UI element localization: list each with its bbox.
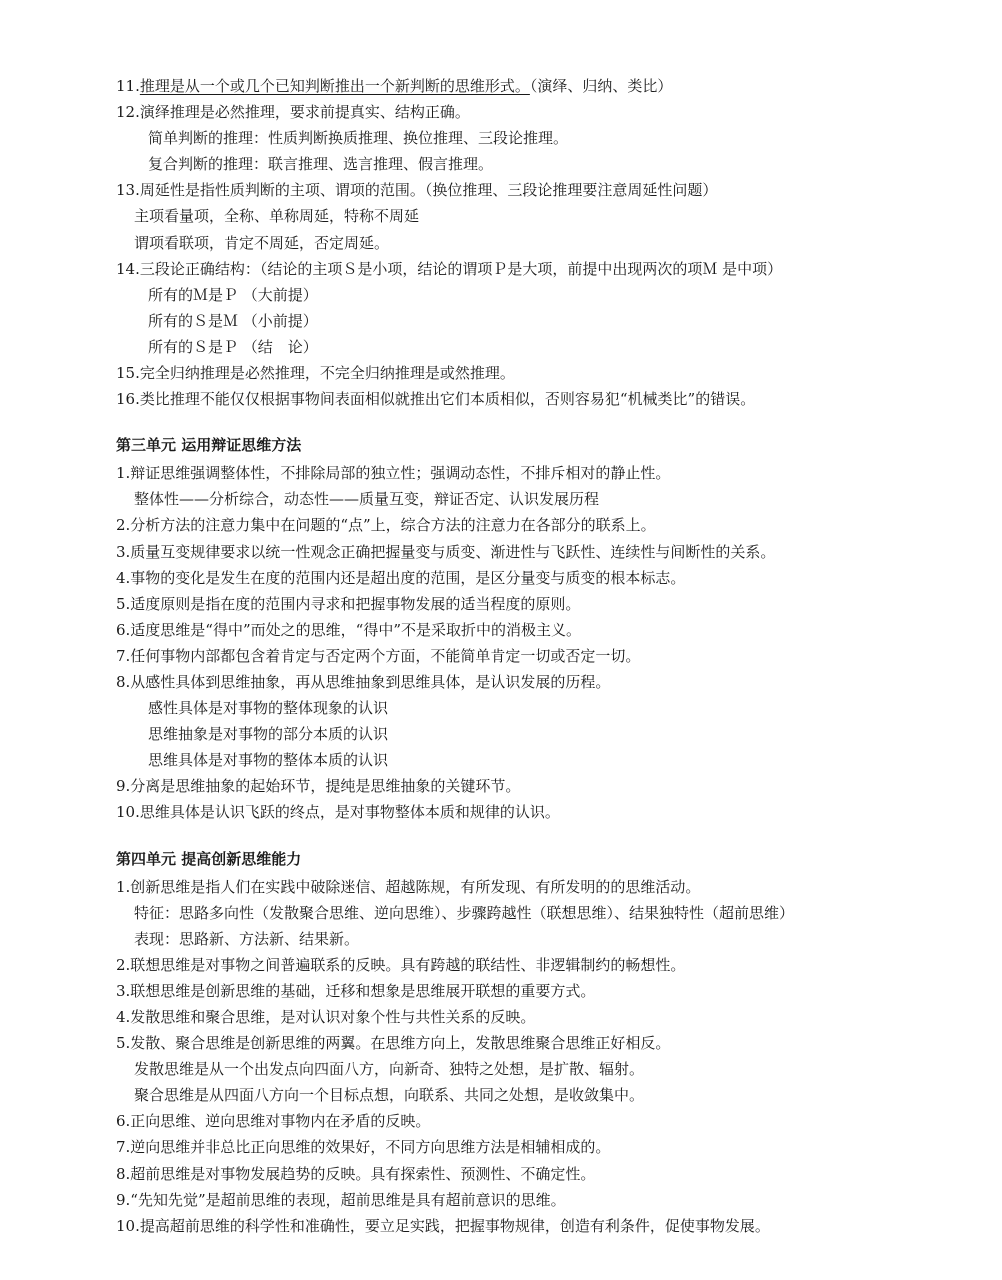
list-item: 10.思维具体是认识飞跃的终点，是对事物整体本质和规律的认识。: [116, 803, 560, 822]
section-gap: [116, 412, 988, 430]
section-4-list: [116, 874, 988, 1239]
list-item: 聚合思维是从四面八方向一个目标点想，向联系、共同之处想，是收敛集中。: [134, 1086, 645, 1105]
list-item: 7.任何事物内部都包含着肯定与否定两个方面，不能简单肯定一切或否定一切。: [116, 646, 641, 665]
list-item: 4.事物的变化是发生在度的范围内还是超出度的范围，是区分量变与质变的根本标志。: [116, 568, 686, 587]
list-item: 4.发散思维和聚合思维，是对认识对象个性与共性关系的反映。: [116, 1008, 536, 1026]
list-item: 7.逆向思维并非总比正向思维的效果好，不同方向思维方法是相辅相成的。: [116, 1138, 611, 1157]
item-14-major-premise: 所有的Ｍ是Ｐ （大前提）: [148, 285, 318, 304]
section-gap: [116, 826, 988, 844]
item-12-sub-simple: 简单判断的推理：性质判断换质推理、换位推理、三段论推理。: [148, 129, 569, 148]
list-item: 1.辩证思维强调整体性，不排除局部的独立性；强调动态性，不排斥相对的静止性。: [116, 464, 671, 483]
item-11-underlined-text: 推理是从一个或几个已知判断推出一个新判断的思维形式。: [139, 77, 530, 95]
list-item: 思维抽象是对事物的部分本质的认识: [148, 725, 389, 744]
item-11-rest: （演绎、归纳、类比）: [529, 77, 673, 95]
list-item: 整体性——分析综合，动态性——质量互变，辩证否定、认识发展历程: [134, 490, 600, 509]
item-12: 12.演绎推理是必然推理，要求前提真实、结构正确。: [116, 103, 470, 122]
section-3-list: [116, 460, 988, 825]
list-item: 9.“先知先觉”是超前思维的表现，超前思维是具有超前意识的思维。: [116, 1190, 566, 1209]
list-item: 8.超前思维是对事物发展趋势的反映。具有探索性、预测性、不确定性。: [116, 1164, 596, 1183]
list-item: 2.分析方法的注意力集中在问题的“点”上，综合方法的注意力在各部分的联系上。: [116, 516, 656, 535]
item-13-sub-subject: 主项看量项，全称、单称周延，特称不周延: [134, 207, 420, 226]
list-item: 2.联想思维是对事物之间普遍联系的反映。具有跨越的联结性、非逻辑制约的畅想性。: [116, 955, 686, 974]
list-item: 3.联想思维是创新思维的基础，迁移和想象是思维展开联想的重要方式。: [116, 981, 596, 1000]
list-item: 发散思维是从一个出发点向四面八方，向新奇、独特之处想，是扩散、辐射。: [134, 1060, 645, 1079]
section-3-heading: 第三单元 运用辩证思维方法: [116, 436, 302, 455]
item-13: 13.周延性是指性质判断的主项、谓项的范围。（换位推理、三段论推理要注意周延性问题）: [116, 181, 718, 200]
item-14: 14.三段论正确结构：（结论的主项Ｓ是小项，结论的谓项Ｐ是大项，前提中出现两次的项Ｍ 是中项）: [116, 259, 783, 278]
list-item: 表现：思路新、方法新、结果新。: [134, 929, 360, 948]
list-item: 5.发散、聚合思维是创新思维的两翼。在思维方向上，发散思维聚合思维正好相反。: [116, 1034, 671, 1053]
list-item: 感性具体是对事物的整体现象的认识: [148, 699, 389, 718]
item-14-minor-premise: 所有的Ｓ是Ｍ （小前提）: [148, 311, 318, 330]
item-16: 16.类比推理不能仅仅根据事物间表面相似就推出它们本质相似，否则容易犯“机械类比”的错误。: [116, 390, 756, 409]
list-item: 8.从感性具体到思维抽象，再从思维抽象到思维具体，是认识发展的历程。: [116, 672, 611, 691]
list-item: 思维具体是对事物的整体本质的认识: [148, 751, 389, 770]
item-13-sub-predicate: 谓项看联项，肯定不周延，否定周延。: [134, 233, 390, 252]
list-item: 1.创新思维是指人们在实践中破除迷信、超越陈规，有所发现、有所发明的的思维活动。: [116, 877, 701, 896]
list-item: 3.质量互变规律要求以统一性观念正确把握量变与质变、渐进性与飞跃性、连续性与间断性的关系。: [116, 542, 776, 561]
list-item: 6.适度思维是“得中”而处之的思维，“得中”不是采取折中的消极主义。: [116, 620, 581, 639]
item-15: 15.完全归纳推理是必然推理，不完全归纳推理是或然推理。: [116, 364, 515, 383]
list-item: 9.分离是思维抽象的起始环节，提纯是思维抽象的关键环节。: [116, 777, 521, 796]
section-4-heading: 第四单元 提高创新思维能力: [116, 849, 302, 868]
list-item: 6.正向思维、逆向思维对事物内在矛盾的反映。: [116, 1112, 431, 1131]
document-page: [116, 73, 988, 1239]
item-12-sub-compound: 复合判断的推理：联言推理、选言推理、假言推理。: [148, 155, 494, 174]
item-11-number: 11.: [116, 77, 140, 95]
list-item: 特征：思路多向性（发散聚合思维、逆向思维）、步骤跨越性（联想思维）、结果独特性（超前思维）: [134, 903, 795, 922]
list-item: 10.提高超前思维的科学性和准确性，要立足实践，把握事物规律，创造有利条件，促使事物发展。: [116, 1216, 770, 1235]
item-14-conclusion: 所有的Ｓ是Ｐ （结 论）: [148, 337, 318, 356]
list-item: 5.适度原则是指在度的范围内寻求和把握事物发展的适当程度的原则。: [116, 594, 581, 613]
item-11: [116, 73, 988, 99]
